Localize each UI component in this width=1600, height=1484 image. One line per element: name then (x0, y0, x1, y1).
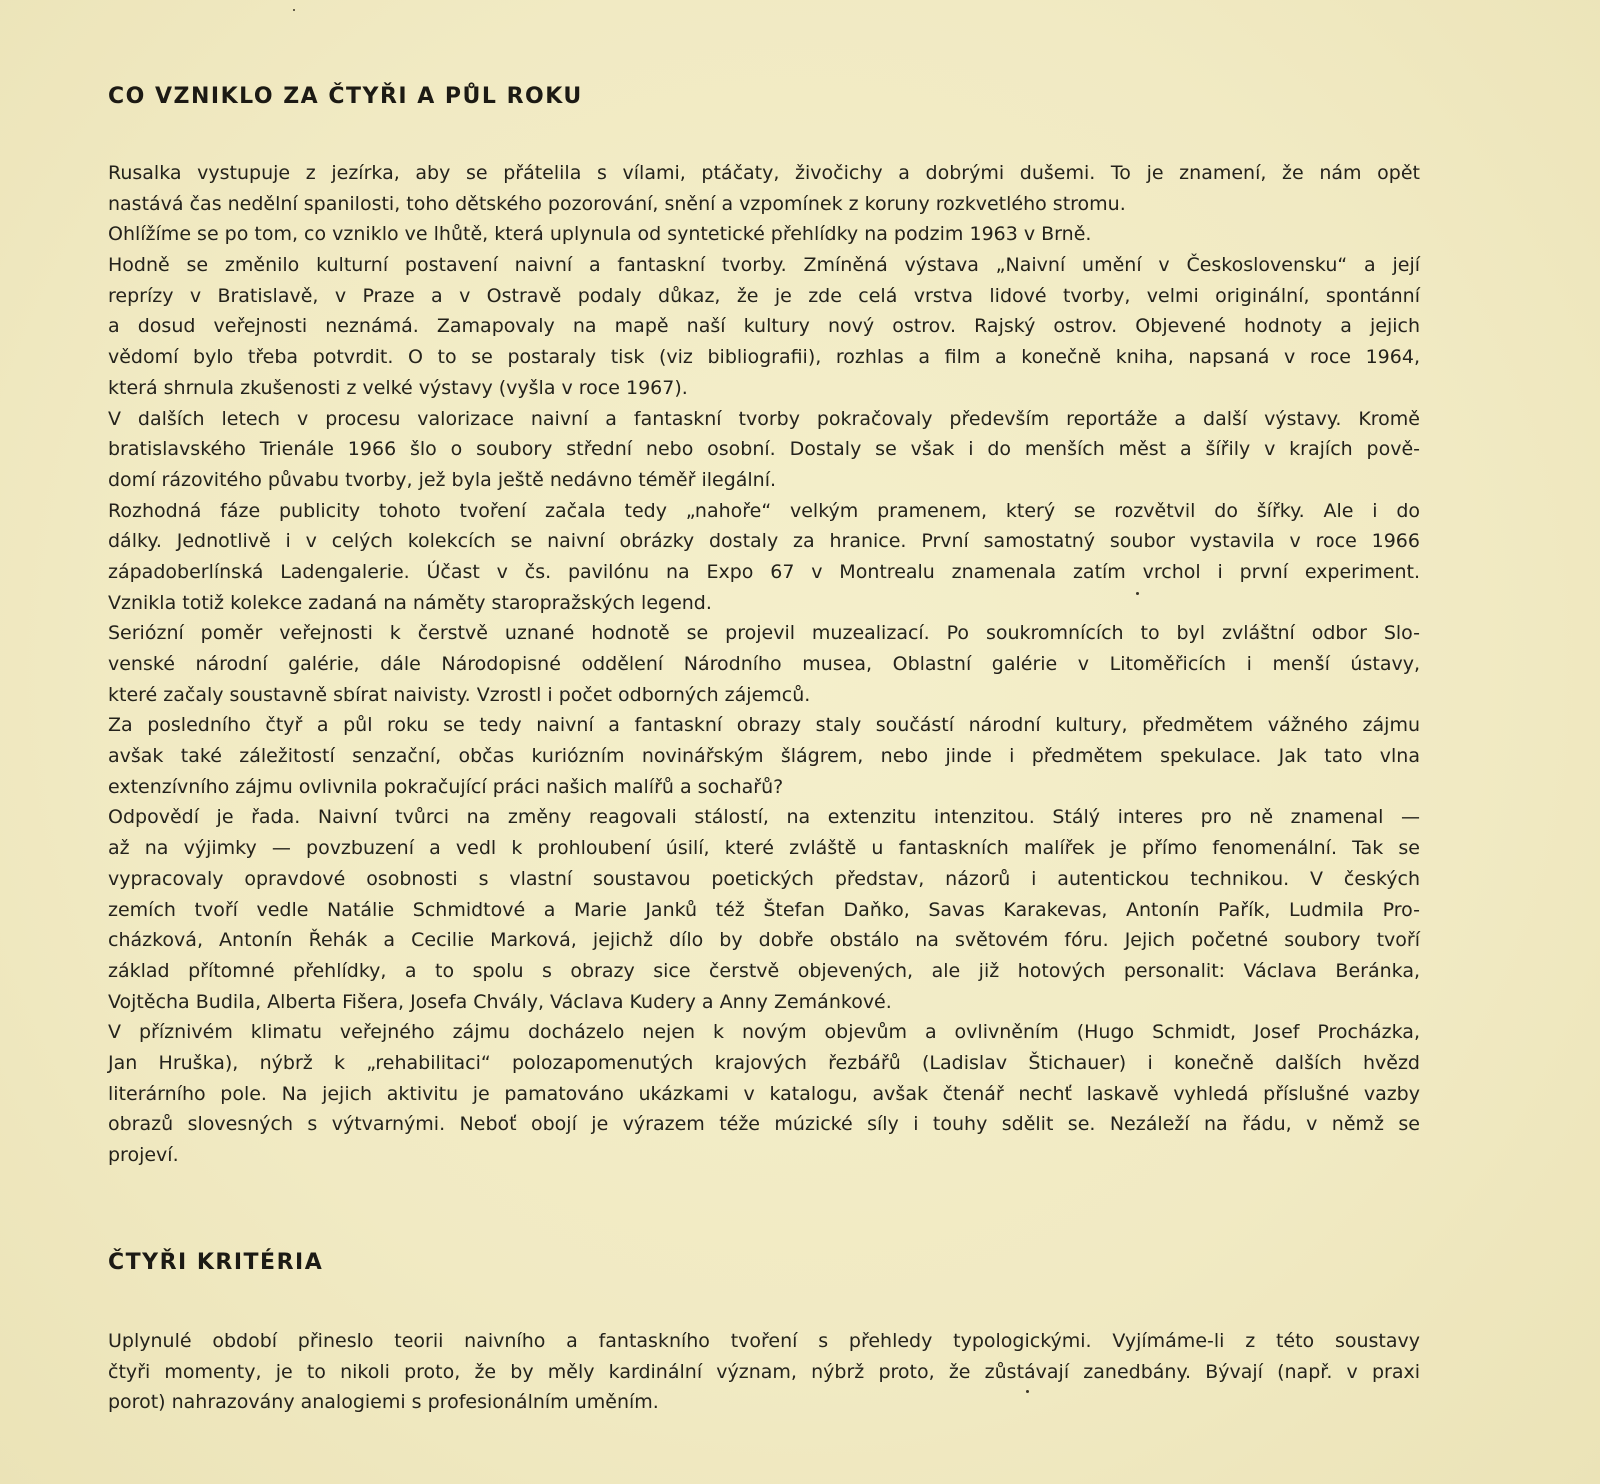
text-line: vědomí bylo třeba potvrdit. O to se postaraly tisk (viz bibliografii), rozhlas a film a konečně kniha, napsaná v roce 1964, (108, 346, 1420, 369)
text-line: Vznikla totiž kolekce zadaná na náměty staropražských legend. (108, 591, 712, 614)
paper-speck (1026, 1390, 1029, 1393)
section-heading: CO VZNIKLO ZA ČTYŘI A PŮL ROKU (108, 84, 583, 109)
text-line: domí rázovitého půvabu tvorby, jež byla ještě nedávno téměř ilegální. (108, 468, 777, 491)
text-line: vypracovaly opravdové osobnosti s vlastní soustavou poetických představ, názorů i autentickou technikou. V českých (108, 867, 1420, 890)
text-line: Odpovědí je řada. Naivní tvůrci na změny reagovali stálostí, na extenzitu intenzitou. Stálý interes pro ně znamenal — (108, 806, 1420, 829)
text-line: zemích tvoří vedle Natálie Schmidtové a Marie Janků též Štefan Daňko, Savas Karakevas, Antonín Pařík, Ludmila Pro- (108, 898, 1420, 921)
text-line: Uplynulé období přineslo teorii naivního a fantaskního tvoření s přehledy typologickými. Vyjímáme-li z této soustavy (108, 1330, 1420, 1352)
text-line: extenzívního zájmu ovlivnila pokračující práci našich malířů a sochařů? (108, 775, 784, 798)
text-line: Seriózní poměr veřejnosti k čerstvě uznané hodnotě se projevil muzealizací. Po soukromnících to byl zvláštní odbor Slo- (108, 622, 1420, 645)
text-line: bratislavského Trienále 1966 šlo o soubory střední nebo osobní. Dostaly se však i do menších měst a šířily v krajích pově- (108, 438, 1420, 461)
text-line: V příznivém klimatu veřejného zájmu docházelo nejen k novým objevům a ovlivněním (Hugo Schmidt, Josef Procházka, (108, 1021, 1420, 1044)
text-line: V dalších letech v procesu valorizace naivní a fantaskní tvorby pokračovaly především reportáže a další výstavy. Kromě (108, 407, 1420, 430)
text-line: a dosud veřejnosti neznámá. Zamapovaly na mapě naší kultury nový ostrov. Rajský ostrov. Objevené hodnoty a jejich (108, 315, 1420, 338)
text-line: porot) nahrazovány analogiemi s profesionálním uměním. (108, 1391, 659, 1414)
text-line: Ohlížíme se po tom, co vzniklo ve lhůtě, která uplynula od syntetické přehlídky na podzim 1963 v Brně. (108, 223, 1092, 246)
section-co-vzniklo (108, 82, 1420, 1171)
text-line: nastává čas nedělní spanilosti, toho dětského pozorování, snění a vzpomínek z koruny rozkvetlého stromu. (108, 192, 1126, 215)
text-line: které začaly soustavně sbírat naivisty. Vzrostl i počet odborných zájemců. (108, 683, 811, 706)
paper-speck (293, 9, 295, 11)
section-ctyri-kriteria (108, 1248, 1420, 1418)
text-line: až na výjimky — povzbuzení a vedl k prohloubení úsilí, které zvláště u fantaskních malířek je přímo fenomenální. Tak se (108, 837, 1420, 860)
text-line: Vojtěcha Budila, Alberta Fišera, Josefa Chvály, Václava Kudery a Anny Zemánkové. (108, 990, 892, 1013)
text-line: Rusalka vystupuje z jezírka, aby se přátelila s vílami, ptáčaty, živočichy a dobrými dušemi. To je znamení, že nám opět (108, 162, 1420, 184)
text-line: literárního pole. Na jejich aktivitu je pamatováno ukázkami v katalogu, avšak čtenář nechť laskavě vyhledá příslušné vazby (108, 1082, 1420, 1105)
text-line: Jan Hruška), nýbrž k „rehabilitaci“ polozapomenutých krajových řezbářů (Ladislav Štichauer) i konečně dalších hvězd (108, 1051, 1420, 1074)
text-line: projeví. (108, 1144, 179, 1166)
text-line: venské národní galérie, dále Národopisné oddělení Národního musea, Oblastní galérie v Litoměřicích i menší ústavy, (108, 653, 1420, 675)
section-body (108, 1326, 1420, 1418)
paper-speck (1136, 592, 1139, 595)
text-line: avšak také záležitostí senzační, občas kuriózním novinářským šlágrem, nebo jinde i předmětem spekulace. Jak tato vlna (108, 745, 1420, 768)
text-line: západoberlínská Ladengalerie. Účast v čs. pavilónu na Expo 67 v Montrealu znamenala zatím vrchol i první experiment. (108, 560, 1420, 583)
text-line: Hodně se změnilo kulturní postavení naivní a fantaskní tvorby. Zmíněná výstava „Naivní umění v Československu“ a její (108, 254, 1420, 277)
text-line: reprízy v Bratislavě, v Praze a v Ostravě podaly důkaz, že je zde celá vrstva lidové tvorby, velmi originální, spontánní (108, 284, 1420, 307)
text-line: Za posledního čtyř a půl roku se tedy naivní a fantaskní obrazy staly součástí národní kultury, předmětem vážného zájmu (108, 714, 1420, 737)
text-line: Rozhodná fáze publicity tohoto tvoření začala tedy „nahoře“ velkým pramenem, který se rozvětvil do šířky. Ale i do (108, 499, 1420, 522)
section-body (108, 158, 1420, 1171)
text-line: která shrnula zkušenosti z velké výstavy (vyšla v roce 1967). (108, 376, 688, 399)
text-line: obrazů slovesných s výtvarnými. Neboť obojí je výrazem téže múzické síly i touhy sdělit se. Nezáleží na řádu, v němž se (108, 1113, 1420, 1136)
section-heading: ČTYŘI KRITÉRIA (108, 1250, 324, 1275)
text-line: dálky. Jednotlivě i v celých kolekcích se naivní obrázky dostaly za hranice. První samostatný soubor vystavila v roce 1966 (108, 530, 1420, 553)
text-line: základ přítomné přehlídky, a to spolu s obrazy sice čerstvě objevených, ale již hotových personalit: Václava Beránka, (108, 959, 1420, 982)
text-line: cházková, Antonín Řehák a Cecilie Marková, jejichž dílo by dobře obstálo na světovém fóru. Jejich početné soubory tvoří (108, 929, 1420, 952)
text-line: čtyři momenty, je to nikoli proto, že by měly kardinální význam, nýbrž proto, že zůstávají zanedbány. Bývají (např. v praxi (108, 1360, 1420, 1383)
